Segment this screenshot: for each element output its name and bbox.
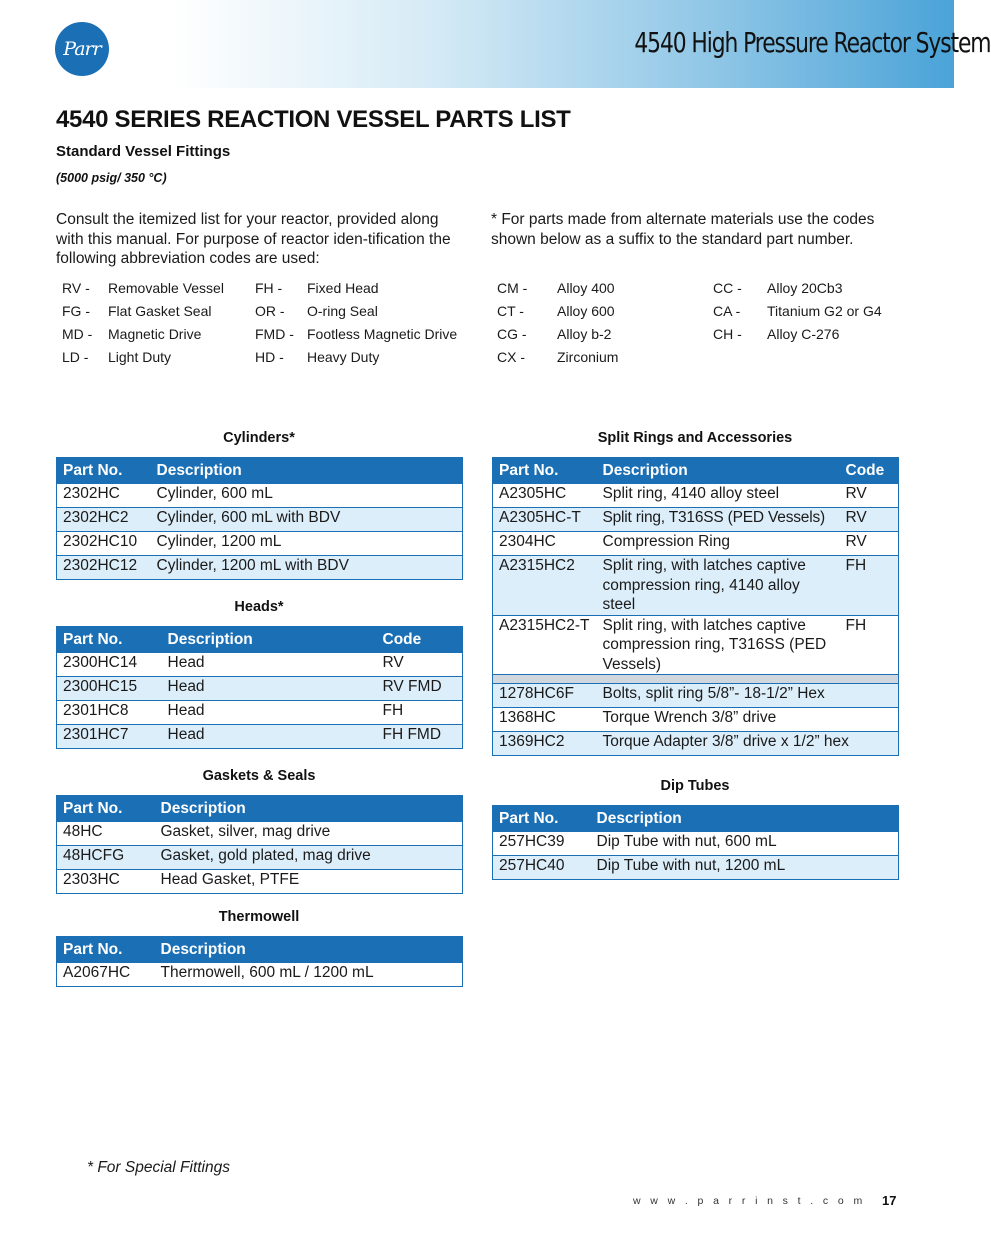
table-row [493,708,899,732]
abbr-code: FMD - [255,326,294,342]
abbr-meaning: Flat Gasket Seal [108,303,212,319]
part-number: A2305HC [493,484,597,508]
thermowell-table [56,936,463,987]
heads-table [56,626,463,749]
abbr-meaning: Removable Vessel [108,280,224,296]
part-number: A2305HC-T [493,508,597,532]
part-number: 2300HC15 [57,677,162,701]
abbreviation-row [62,280,467,303]
part-number: 1369HC2 [493,732,597,756]
abbr-meaning: Magnetic Drive [108,326,202,342]
gaskets-table [56,795,463,894]
abbr-meaning: Heavy Duty [307,349,380,365]
part-number: 2300HC14 [57,653,162,677]
column-header-part-no: Part No. [493,458,597,484]
part-number: 2302HC [57,484,151,508]
dip-tubes-table [492,805,899,880]
column-header-part-no: Part No. [493,806,591,832]
heads-title: Heads* [234,599,284,615]
table-row [57,532,463,556]
table-header-row [57,627,463,653]
part-number: 257HC40 [493,856,591,880]
alloy-code-table [497,280,897,372]
table-row [57,508,463,532]
part-description: Head Gasket, PTFE [155,870,463,894]
abbr-code: RV - [62,280,90,296]
alloy-name: Alloy 600 [557,303,615,319]
special-fittings-note: * For Special Fittings [87,1159,230,1176]
cylinders-table [56,457,463,580]
part-number: A2067HC [57,963,155,987]
table-row [57,701,463,725]
part-number: 1368HC [493,708,597,732]
page-number: 17 [882,1193,897,1208]
part-number: 2302HC12 [57,556,151,580]
alloy-name: Alloy 400 [557,280,615,296]
part-description: Split ring, with latches captive compression ring, 4140 alloy steel [597,556,840,616]
table-header-row [57,458,463,484]
column-header-part-no: Part No. [57,627,162,653]
alloy-code [713,349,767,372]
part-description: Head [162,725,377,749]
part-description: Cylinder, 600 mL [151,484,463,508]
split-rings-table [492,457,899,756]
abbr-code: OR - [255,303,285,319]
part-description: Gasket, gold plated, mag drive [155,846,463,870]
website-url[interactable]: w w w . p a r r i n s t . c o m [633,1195,866,1207]
part-number: 2301HC7 [57,725,162,749]
table-row [57,484,463,508]
abbr-code: FG - [62,303,90,319]
part-description: Gasket, silver, mag drive [155,822,463,846]
part-number: A2315HC2 [493,556,597,616]
part-number: 257HC39 [493,832,591,856]
part-description: Cylinder, 1200 mL [151,532,463,556]
part-description: Split ring, with latches captive compression ring, T316SS (PED Vessels) [597,615,840,675]
alloy-code: CG - [497,326,527,342]
column-header-description: Description [597,458,840,484]
abbr-meaning: Footless Magnetic Drive [307,326,458,342]
table-row [57,963,463,987]
abbr-code: LD - [62,349,89,365]
table-row [57,846,463,870]
table-row [57,870,463,894]
column-header-description: Description [151,458,463,484]
part-description: Cylinder, 1200 mL with BDV [151,556,463,580]
column-header-description: Description [591,806,899,832]
intro-left-paragraph: Consult the itemized list for your reactor, provided along with this manual. For purpose of reactor iden-tification the following abbreviation codes are used: [56,211,451,267]
part-code: RV FMD [377,677,463,701]
abbreviation-table [62,280,467,372]
alloy-code: CT - [497,303,524,319]
abbr-code: MD - [62,326,93,342]
table-row [493,556,899,616]
part-code: FH [840,615,899,675]
column-header-part-no: Part No. [57,458,151,484]
alloy-code: CH - [713,326,742,342]
abbreviation-row [62,326,467,349]
alloy-name: Titanium G2 or G4 [767,303,882,319]
part-number: 2301HC8 [57,701,162,725]
table-row [493,732,899,756]
alloy-code: CC - [713,280,742,296]
alloy-code: CX - [497,349,525,365]
part-number: 48HCFG [57,846,155,870]
part-code: FH [377,701,463,725]
part-description: Split ring, 4140 alloy steel [597,484,840,508]
parr-logo: Parr [55,22,109,76]
alloy-row [497,303,897,326]
table-divider-row [493,675,899,684]
part-number: 2303HC [57,870,155,894]
part-description: Compression Ring [597,532,840,556]
part-description: Torque Wrench 3/8” drive [597,708,899,732]
part-description: Thermowell, 600 mL / 1200 mL [155,963,463,987]
column-header-code: Code [840,458,899,484]
abbr-meaning: Light Duty [108,349,172,365]
table-divider [493,675,899,684]
alloy-row [497,280,897,303]
part-code: RV [840,508,899,532]
table-header-row [493,458,899,484]
part-description: Dip Tube with nut, 1200 mL [591,856,899,880]
part-number: 2304HC [493,532,597,556]
alloy-name: Alloy b-2 [557,326,612,342]
table-row [493,684,899,708]
abbreviation-row [62,303,467,326]
thermowell-title: Thermowell [218,909,300,925]
part-description: Split ring, T316SS (PED Vessels) [597,508,840,532]
abbr-meaning: O-ring Seal [307,303,378,319]
column-header-part-no: Part No. [57,937,155,963]
table-header-row [57,937,463,963]
alloy-name: Zirconium [557,349,619,365]
part-description: Head [162,677,377,701]
document-title: 4540 High Pressure Reactor System [634,26,991,59]
table-row [493,532,899,556]
abbr-meaning: Fixed Head [307,280,379,296]
part-number: 2302HC2 [57,508,151,532]
part-number: A2315HC2-T [493,615,597,675]
part-number: 48HC [57,822,155,846]
table-row [493,856,899,880]
table-row [493,484,899,508]
abbreviation-row [62,349,467,372]
column-header-description: Description [155,796,463,822]
cylinders-title: Cylinders* [223,430,295,446]
sub-heading: Standard Vessel Fittings [56,143,231,160]
part-code: FH [840,556,899,616]
table-header-row [57,796,463,822]
table-row [57,677,463,701]
part-code: RV [840,532,899,556]
part-number: 2302HC10 [57,532,151,556]
column-header-part-no: Part No. [57,796,155,822]
alloy-code: CM - [497,280,528,296]
column-header-description: Description [162,627,377,653]
dip-tubes-title: Dip Tubes [660,778,730,794]
split-rings-title: Split Rings and Accessories [597,430,793,446]
part-description: Cylinder, 600 mL with BDV [151,508,463,532]
column-header-description: Description [155,937,463,963]
column-header-code: Code [377,627,463,653]
part-description: Dip Tube with nut, 600 mL [591,832,899,856]
page-heading: 4540 SERIES REACTION VESSEL PARTS LIST [56,106,571,133]
abbr-code: FH - [255,280,283,296]
table-row [57,822,463,846]
part-description: Torque Adapter 3/8” drive x 1/2” hex [597,732,899,756]
part-code: FH FMD [377,725,463,749]
part-description: Head [162,653,377,677]
part-code: RV [377,653,463,677]
alloy-name: Alloy C-276 [767,326,840,342]
table-row [57,556,463,580]
alloy-row [497,326,897,349]
alloy-row [497,349,897,372]
part-description: Head [162,701,377,725]
part-number: 1278HC6F [493,684,597,708]
abbr-code: HD - [255,349,284,365]
table-row [493,832,899,856]
intro-right-paragraph: * For parts made from alternate materials use the codes shown below as a suffix to the standard part number. [491,211,875,248]
table-row [493,508,899,532]
alloy-name: Alloy 20Cb3 [767,280,843,296]
rating-note: (5000 psig/ 350 °C) [56,171,167,185]
table-header-row [493,806,899,832]
alloy-code: CA - [713,303,741,319]
table-row [57,653,463,677]
alloy-name [767,349,897,372]
part-description: Bolts, split ring 5/8”- 18-1/2” Hex [597,684,899,708]
part-code: RV [840,484,899,508]
gaskets-title: Gaskets & Seals [202,768,316,784]
table-row [493,615,899,675]
table-row [57,725,463,749]
